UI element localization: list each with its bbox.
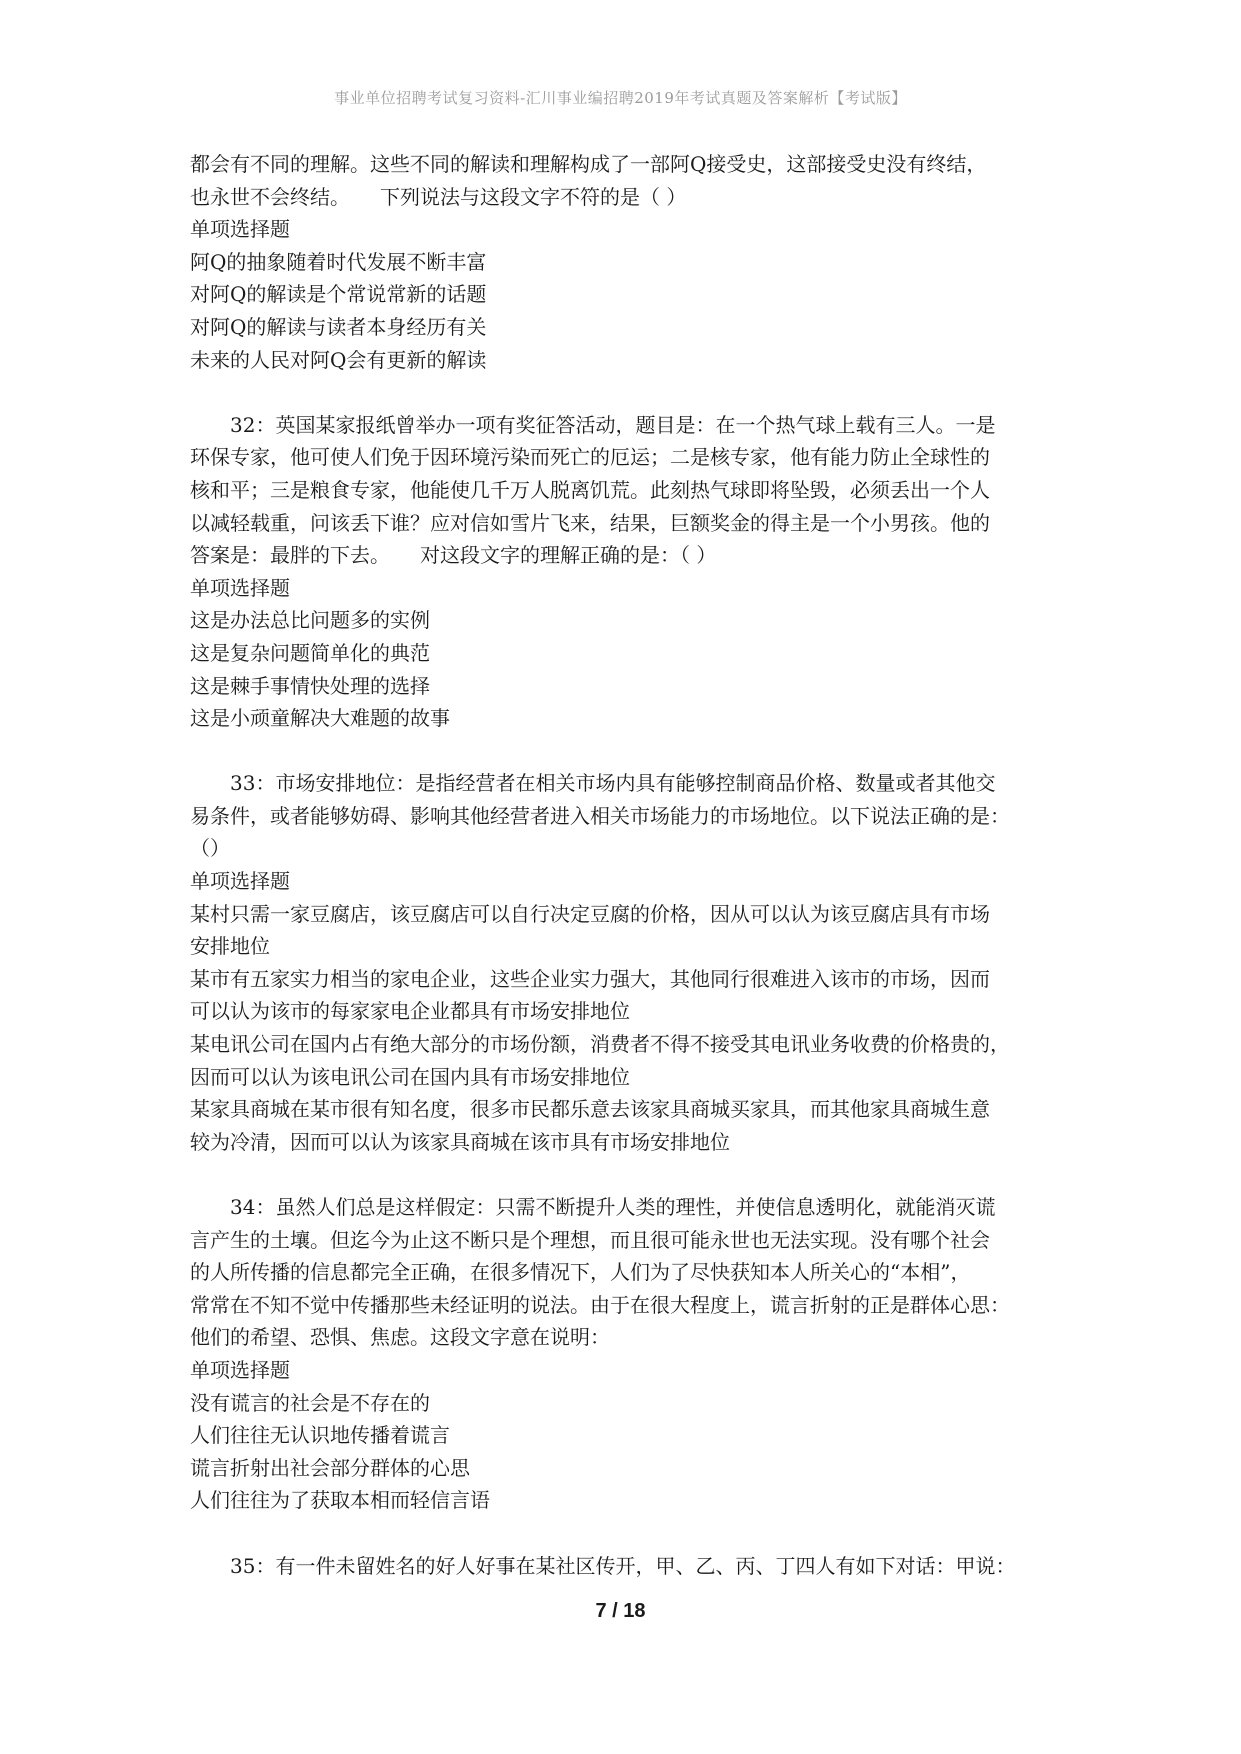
stem-line: （） <box>190 836 230 861</box>
stem-line: 的人所传播的信息都完全正确，在很多情况下，人们为了尽快获知本人所关心的“本相”， <box>190 1260 971 1285</box>
stem-line: 答案是：最胖的下去。 对这段文字的理解正确的是：（ ） <box>190 543 717 568</box>
stem-line: 易条件，或者能够妨碍、影响其他经营者进入相关市场能力的市场地位。以下说法正确的是： <box>190 803 1010 828</box>
stem-line: 也永世不会终结。 下列说法与这段文字不符的是（ ） <box>190 184 687 209</box>
question-block <box>190 1191 1070 1517</box>
question-type: 单项选择题 <box>190 575 290 600</box>
option-line: 某家具商城在某市很有知名度，很多市民都乐意去该家具商城买家具，而其他家具商城生意 <box>190 1097 990 1122</box>
option-line: 可以认为该市的每家家电企业都具有市场安排地位 <box>190 999 630 1024</box>
option-line: 谎言折射出社会部分群体的心思 <box>190 1455 470 1480</box>
question-type: 单项选择题 <box>190 1357 290 1382</box>
option-line: 某市有五家实力相当的家电企业，这些企业实力强大，其他同行很难进入该市的市场，因而 <box>190 966 990 991</box>
option-line: 这是复杂问题简单化的典范 <box>190 640 430 665</box>
option-line: 这是小顽童解决大难题的故事 <box>190 706 450 731</box>
stem-line: 核和平；三是粮食专家，他能使几千万人脱离饥荒。此刻热气球即将坠毁，必须丢出一个人 <box>190 477 990 502</box>
option-line: 对阿Q的解读与读者本身经历有关 <box>190 314 487 339</box>
page-content <box>190 148 1070 1582</box>
option-line: 未来的人民对阿Q会有更新的解读 <box>190 347 487 372</box>
stem-line: 33：市场安排地位：是指经营者在相关市场内具有能够控制商品价格、数量或者其他交 <box>230 771 996 796</box>
stem-line: 常常在不知不觉中传播那些未经证明的说法。由于在很大程度上，谎言折射的正是群体心思： <box>190 1292 1010 1317</box>
option-line: 这是棘手事情快处理的选择 <box>190 673 430 698</box>
stem-line: 环保专家，他可使人们免于因环境污染而死亡的厄运；二是核专家，他有能力防止全球性的 <box>190 445 990 470</box>
stem-line: 34：虽然人们总是这样假定：只需不断提升人类的理性，并使信息透明化，就能消灭谎 <box>230 1195 996 1219</box>
option-line: 某村只需一家豆腐店，该豆腐店可以自行决定豆腐的价格，因从可以认为该豆腐店具有市场 <box>190 901 990 926</box>
question-type: 单项选择题 <box>190 869 290 894</box>
option-line: 人们往往无认识地传播着谎言 <box>190 1423 450 1448</box>
stem-line: 32：英国某家报纸曾举办一项有奖征答活动，题目是：在一个热气球上载有三人。一是 <box>230 412 996 437</box>
stem-line: 以减轻载重，问该丢下谁？应对信如雪片飞来，结果，巨额奖金的得主是一个小男孩。他的 <box>190 510 990 535</box>
option-line: 对阿Q的解读是个常说常新的话题 <box>190 282 487 307</box>
running-header: 事业单位招聘考试复习资料-汇川事业编招聘2019年考试真题及答案解析【考试版】 <box>334 89 907 107</box>
option-line: 人们往往为了获取本相而轻信言语 <box>190 1488 490 1513</box>
option-line: 没有谎言的社会是不存在的 <box>190 1390 430 1415</box>
option-line: 某电讯公司在国内占有绝大部分的市场份额，消费者不得不接受其电讯业务收费的价格贵的， <box>190 1032 1010 1057</box>
option-line: 这是办法总比问题多的实例 <box>190 608 430 633</box>
question-block <box>190 148 1070 376</box>
option-line: 因而可以认为该电讯公司在国内具有市场安排地位 <box>190 1064 630 1089</box>
question-block <box>190 767 1070 1158</box>
question-type: 单项选择题 <box>190 217 290 242</box>
question-block <box>190 1550 1070 1583</box>
stem-line: 言产生的土壤。但迄今为止这不断只是个理想，而且很可能永世也无法实现。没有哪个社会 <box>190 1227 990 1252</box>
stem-line: 他们的希望、恐惧、焦虑。这段文字意在说明： <box>190 1325 610 1350</box>
option-line: 较为冷清，因而可以认为该家具商城在该市具有市场安排地位 <box>190 1129 730 1154</box>
option-line: 阿Q的抽象随着时代发展不断丰富 <box>190 249 487 274</box>
option-line: 安排地位 <box>190 934 270 959</box>
stem-line: 都会有不同的理解。这些不同的解读和理解构成了一部阿Q接受史，这部接受史没有终结， <box>190 152 987 176</box>
stem-line: 35：有一件未留姓名的好人好事在某社区传开，甲、乙、丙、丁四人有如下对话：甲说： <box>230 1553 1016 1578</box>
page-number: 7 / 18 <box>595 1600 646 1622</box>
question-block <box>190 409 1070 735</box>
